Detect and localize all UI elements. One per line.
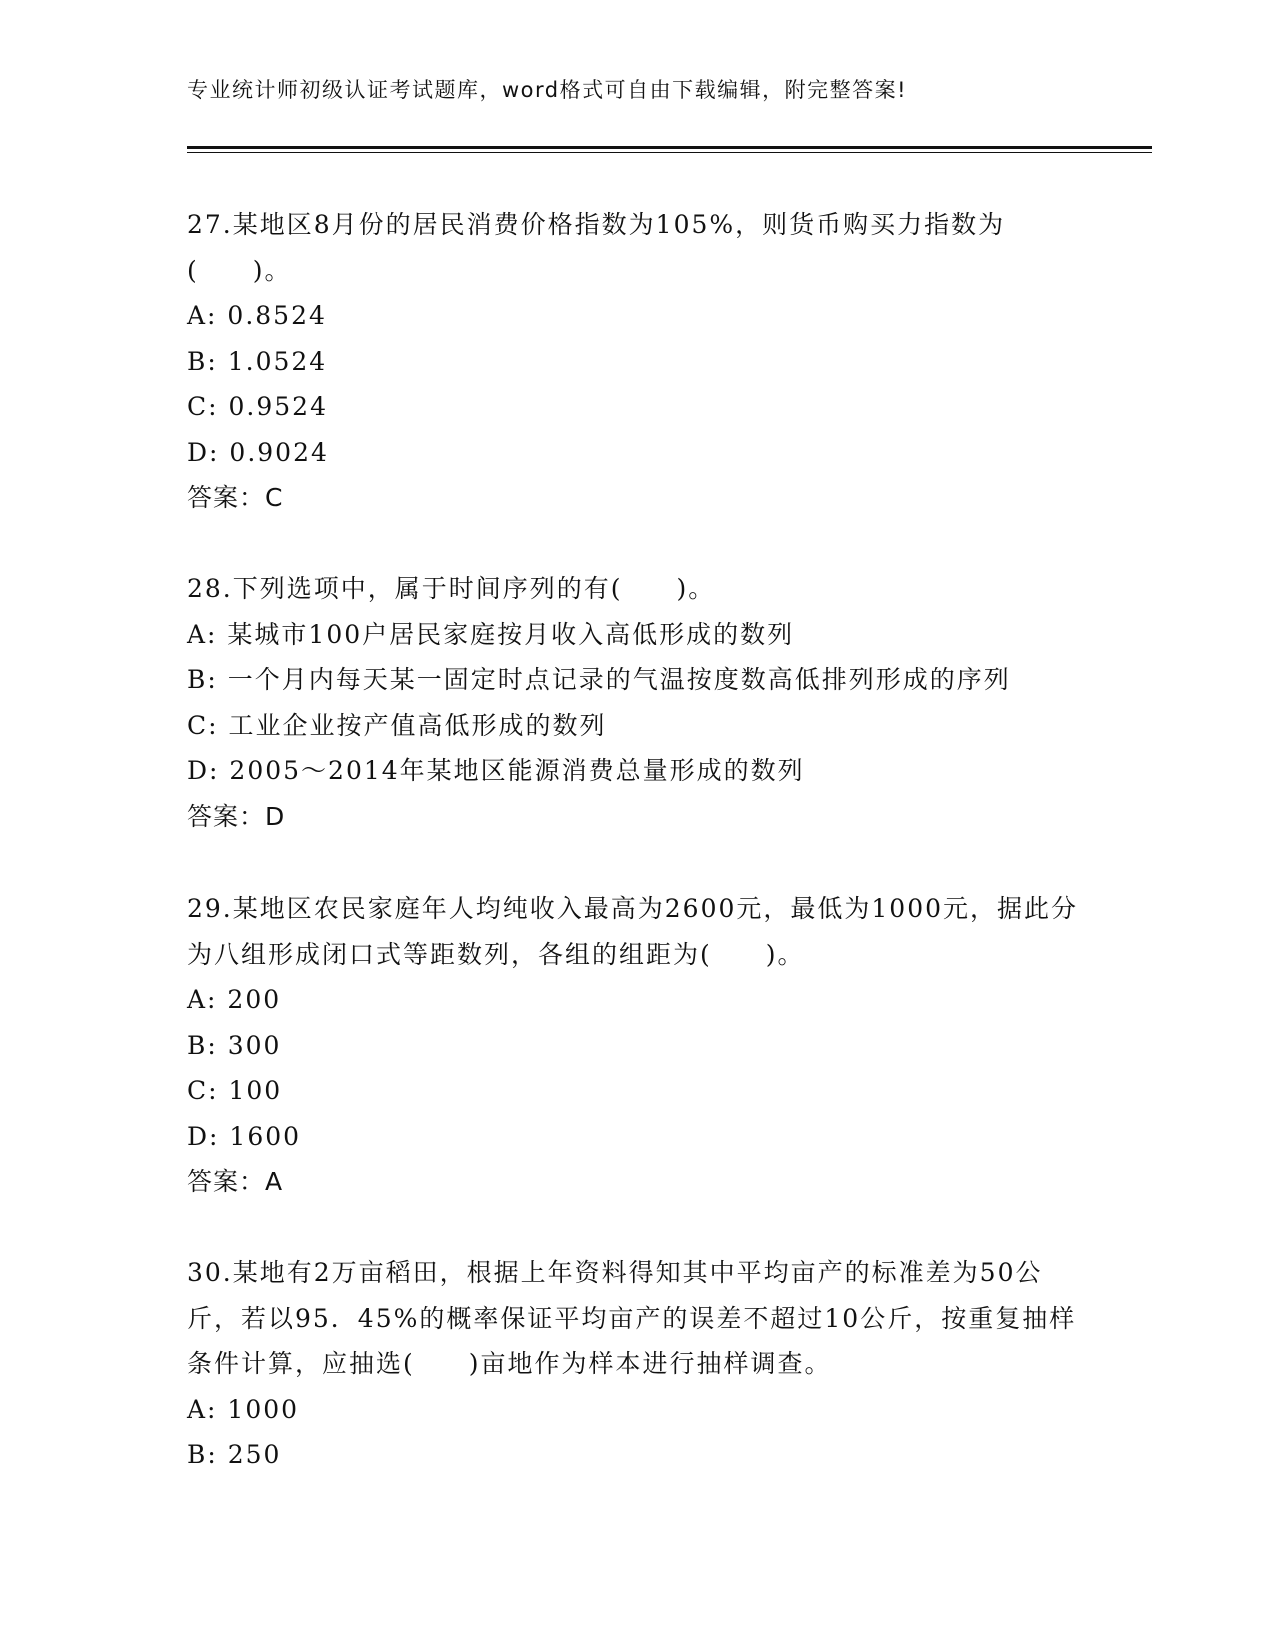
- option-c: C: 0.9524: [187, 392, 328, 421]
- option-c: C: 100: [187, 1076, 283, 1105]
- option-a: A: 200: [187, 985, 282, 1014]
- header-divider-thick: [187, 146, 1152, 149]
- option-b: B: 一个月内每天某一固定时点记录的气温按度数高低排列形成的序列: [187, 665, 1011, 694]
- question-stem: 29.某地区农民家庭年人均纯收入最高为2600元，最低为1000元，据此分为八组形成闭口式等距数列，各组的组距为( )。: [187, 894, 1079, 969]
- question-29: [187, 886, 1087, 1205]
- question-stem: 30.某地有2万亩稻田，根据上年资料得知其中平均亩产的标准差为50公斤，若以95．45%的概率保证平均亩产的误差不超过10公斤，按重复抽样条件计算，应抽选( )亩地作为样本进行抽样调查。: [187, 1258, 1077, 1378]
- option-a: A: 1000: [187, 1394, 300, 1424]
- answer: 答案：A: [187, 1167, 284, 1196]
- option-b: B: 250: [187, 1440, 282, 1469]
- question-stem: 28.下列选项中，属于时间序列的有( )。: [187, 574, 716, 603]
- option-d: D: 0.9024: [187, 437, 329, 467]
- answer: 答案：C: [187, 483, 284, 512]
- answer: 答案：D: [187, 801, 286, 831]
- question-28: [187, 566, 1087, 839]
- question-30: [187, 1250, 1087, 1478]
- question-27: [187, 202, 1087, 521]
- page-header: 专业统计师初级认证考试题库，word格式可自由下载编辑，附完整答案!: [187, 78, 908, 102]
- option-d: D: 1600: [187, 1121, 302, 1151]
- option-a: A: 某城市100户居民家庭按月收入高低形成的数列: [187, 619, 795, 649]
- option-b: B: 1.0524: [187, 346, 328, 376]
- header-divider-thin: [187, 152, 1152, 153]
- option-c: C: 工业企业按产值高低形成的数列: [187, 710, 607, 740]
- question-stem: 27.某地区8月份的居民消费价格指数为105%，则货币购买力指数为( )。: [187, 210, 1006, 285]
- option-d: D: 2005～2014年某地区能源消费总量形成的数列: [187, 756, 805, 785]
- option-a: A: 0.8524: [187, 301, 327, 330]
- option-b: B: 300: [187, 1030, 282, 1060]
